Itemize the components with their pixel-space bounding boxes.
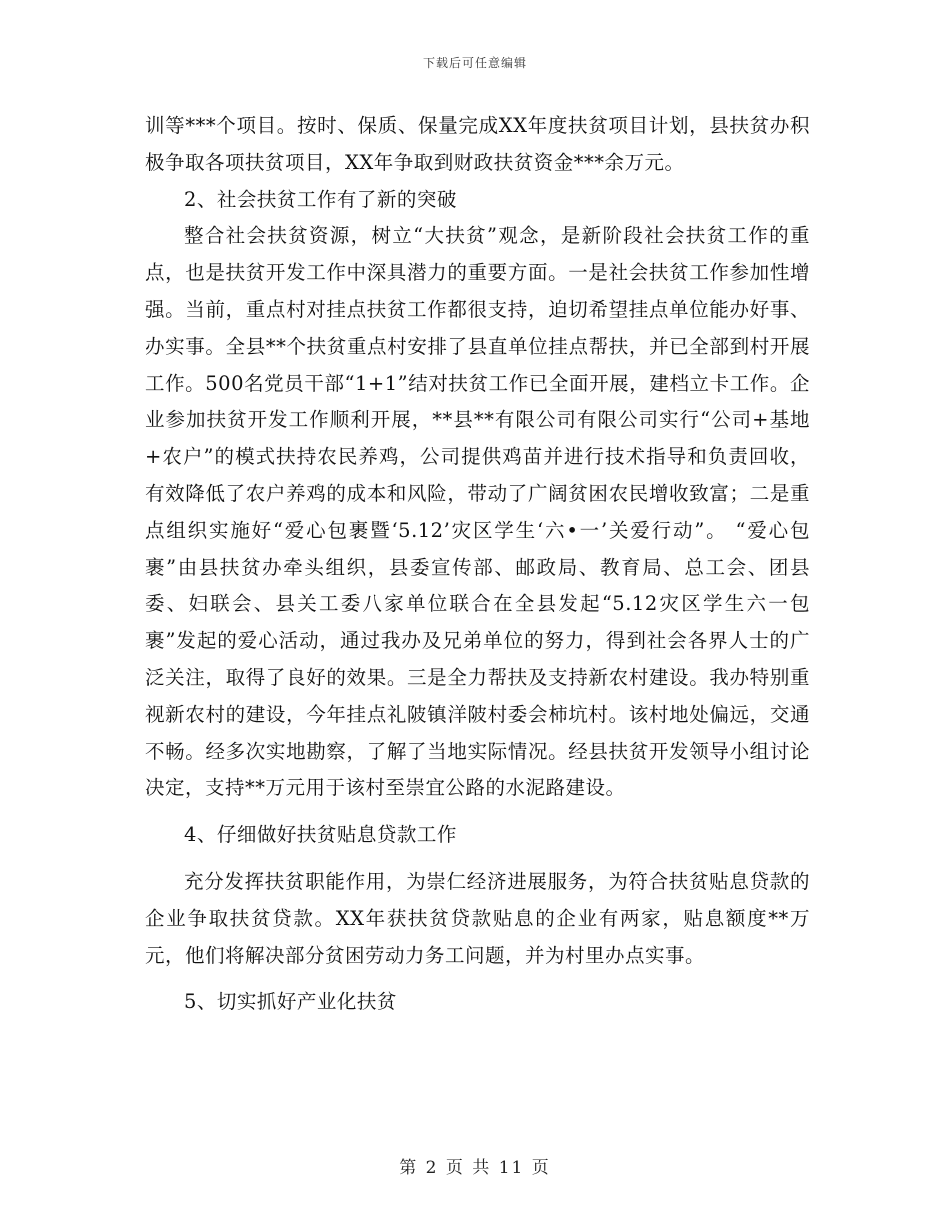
page-header: 下载后可任意编辑: [422, 56, 527, 70]
section-heading-2: 2、社会扶贫工作有了新的突破: [184, 187, 457, 211]
paragraph-continuation: 训等***个项目。按时、保质、保量完成XX年度扶贫项目计划，县扶贫办积极争取各项扶贫项目，XX年争取到财政扶贫资金***余万元。: [145, 114, 810, 174]
page-footer: 第 2 页 共 11 页: [399, 1158, 551, 1178]
paragraph-loan-work: 充分发挥扶贫职能作用，为崇仁经济进展服务，为符合扶贫贴息贷款的企业争取扶贫贷款。XX年获扶贫贷款贴息的企业有两家，贴息额度**万元，他们将解决部分贫困劳动力务工问题，并为村里办点实事。: [145, 869, 810, 967]
paragraph-social-poverty: 整合社会扶贫资源，树立“大扶贫”观念，是新阶段社会扶贫工作的重点，也是扶贫开发工作中深具潜力的重要方面。一是社会扶贫工作参加性增强。当前，重点村对挂点扶贫工作都很支持，迫切希望挂点单位能办好事、办实事。全县**个扶贫重点村安排了县直单位挂点帮扶，并已全部到村开展工作。500名党员干部“1+1”结对扶贫工作已全面开展，建档立卡工作。企业参加扶贫开发工作顺利开展，**县**有限公司有限公司实行“公司+基地+农户”的模式扶持农民养鸡，公司提供鸡苗并进行技术指导和负责回收，有效降低了农户养鸡的成本和风险，带动了广阔贫困农民增收致富；二是重点组织实施好“爱心包裹暨‘5.12’灾区学生‘六•一’关爱行动”。 “爱心包裹”由县扶贫办牵头组织，县委宣传部、邮政局、教育局、总工会、团县委、妇联会、县关工委八家单位联合在全县发起“5.12灾区学生六一包裹”发起的爱心活动，通过我办及兄弟单位的努力，得到社会各界人士的广泛关注，取得了良好的效果。三是全力帮扶及支持新农村建设。我办特别重视新农村的建设，今年挂点礼陂镇洋陂村委会柿坑村。该村地处偏远，交通不畅。经多次实地勘察，了解了当地实际情况。经县扶贫开发领导小组讨论决定，支持**万元用于该村至崇宜公路的水泥路建设。: [145, 224, 810, 800]
document-body: [145, 108, 810, 1021]
section-heading-5: 5、切实抓好产业化扶贫: [184, 990, 397, 1014]
section-heading-4: 4、仔细做好扶贫贴息贷款工作: [184, 823, 457, 847]
